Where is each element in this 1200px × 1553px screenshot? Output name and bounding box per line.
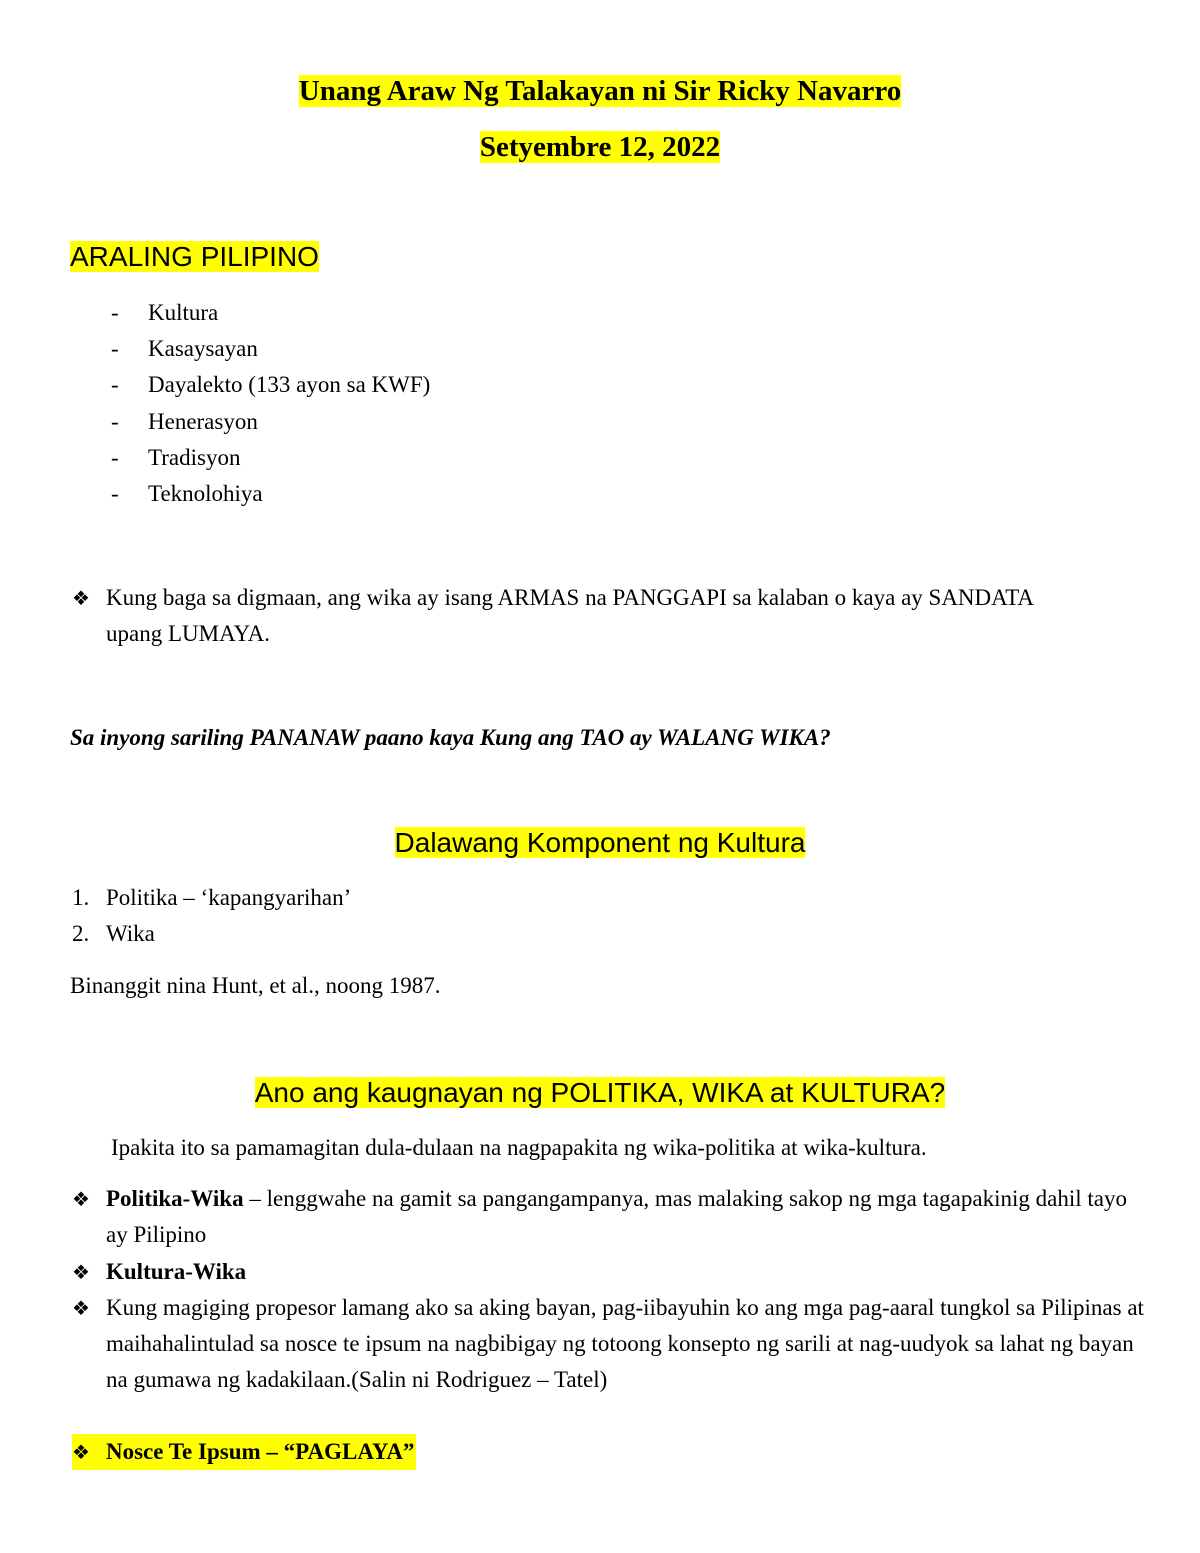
list-item-text: Dayalekto (133 ayon sa KWF) (148, 372, 431, 398)
heading-text: Dalawang Komponent ng Kultura (394, 827, 806, 858)
section-heading-kaugnayan (0, 1076, 1200, 1110)
statement-text: Kung baga sa digmaan, ang wika ay isang ARMAS na PANGGAPI sa kalaban o kaya ay SANDATA upang LUMAYA. (106, 585, 1033, 646)
heading-text: ARALING PILIPINO (70, 241, 319, 272)
dash-marker: - (111, 444, 119, 470)
numbered-item (72, 880, 351, 916)
reflection-question: Sa inyong sariling PANANAW paano kaya Kung ang TAO ay WALANG WIKA? (70, 725, 831, 750)
bullet-politika-wika (72, 1181, 1152, 1253)
item-number: 1. (72, 885, 90, 910)
bullet-bold-text: Nosce Te Ipsum – “PAGLAYA” (106, 1439, 415, 1464)
bullet-text: Kung magiging propesor lamang ako sa aking bayan, pag-iibayuhin ko ang mga pag-aaral tungkol sa Pilipinas at maihahalintulad sa nosce te ipsum na nagbibigay ng totoong konsepto ng sarili at nag-uudyok sa lahat ng bayan na gumawa ng kadakilaan.(Salin ni Rodriguez – Tatel) (106, 1295, 1144, 1392)
list-item-text: Teknolohiya (148, 480, 263, 506)
document-date (0, 130, 1200, 164)
bullet-text: – lenggwahe na gamit sa pangangampanya, mas malaking sakop ng mga tagapakinig dahil tayo ay Pilipino (106, 1186, 1127, 1247)
section-heading-araling-pilipino (70, 240, 319, 274)
diamond-bullet-icon: ❖ (72, 1296, 90, 1320)
list-item-text: Kasaysayan (148, 336, 258, 362)
bullet-bold-text: Kultura-Wika (106, 1259, 247, 1284)
dash-marker: - (111, 372, 119, 398)
list-item-text: Henerasyon (148, 408, 258, 434)
highlighted-bullet (72, 1434, 416, 1470)
intro-text: Ipakita ito sa pamamagitan dula-dulaan na nagpapakita ng wika-politika at wika-kultura. (111, 1135, 927, 1160)
date-text: Setyembre 12, 2022 (479, 131, 721, 163)
section-heading-komponent (0, 826, 1200, 860)
dash-marker: - (111, 336, 119, 362)
diamond-bullet-icon: ❖ (72, 1187, 90, 1211)
dash-marker: - (111, 480, 119, 506)
bullet-propesor (72, 1290, 1152, 1398)
diamond-bullet-icon: ❖ (72, 1440, 90, 1464)
item-number: 2. (72, 921, 90, 946)
numbered-item (72, 916, 155, 952)
document-title (0, 74, 1200, 108)
diamond-bullet-icon: ❖ (72, 1260, 90, 1284)
heading-text: Ano ang kaugnayan ng POLITIKA, WIKA at KULTURA? (254, 1077, 946, 1108)
statement-bullet (72, 580, 1092, 652)
list-item-text: Tradisyon (148, 444, 241, 470)
citation-text: Binanggit nina Hunt, et al., noong 1987. (70, 973, 441, 998)
bullet-kultura-wika (72, 1254, 1152, 1290)
bullet-nosce-te-ipsum (72, 1434, 1152, 1470)
item-text: Politika – ‘kapangyarihan’ (106, 885, 352, 910)
dash-marker: - (111, 300, 119, 325)
bullet-content (106, 1181, 1152, 1253)
diamond-bullet-icon: ❖ (72, 586, 90, 610)
list-item-text: Kultura (148, 300, 219, 325)
bullet-bold-text: Politika-Wika (106, 1186, 244, 1211)
title-text: Unang Araw Ng Talakayan ni Sir Ricky Navarro (298, 75, 902, 107)
dash-marker: - (111, 408, 119, 434)
bullet-content (106, 1254, 1152, 1290)
item-text: Wika (106, 921, 155, 946)
